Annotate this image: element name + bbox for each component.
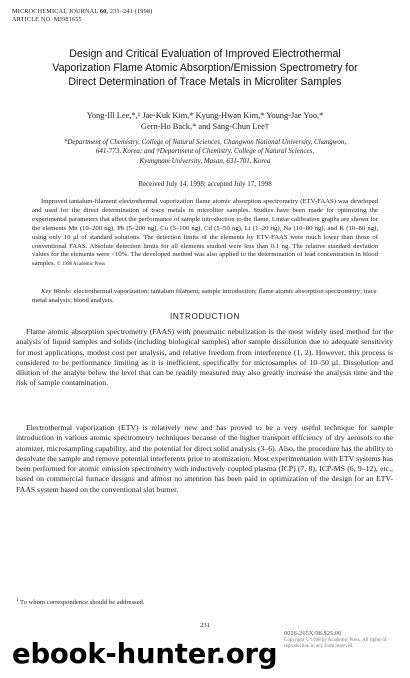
section-heading-introduction: INTRODUCTION <box>170 312 240 321</box>
journal-citation <box>12 8 152 16</box>
author-line-1: Yong-Ill Lee,*,¹ Jae-Kuk Kim,* Kyung-Hwan Kim,* Young-Jae Yoo,* <box>86 111 324 120</box>
copyright-notice: Copyright © 1998 by Academic Press. All rights of reproduction in any form reserved. <box>284 638 387 649</box>
journal-pages-year: 231–241 (1998) <box>109 8 153 15</box>
journal-volume: 60, <box>99 8 109 15</box>
affiliation-line-2: 641-773, Korea; and †Department of Chemistry, College of Natural Sciences, <box>95 147 315 156</box>
affiliations <box>30 138 380 166</box>
footnote <box>16 599 144 607</box>
affiliation-line-3: Kyungnam University, Masan, 631-701, Korea <box>139 156 271 165</box>
paper-title <box>16 47 394 89</box>
title-line-3: Direct Determination of Trace Metals in Microliter Samples <box>68 76 342 88</box>
keywords-text: electrothermal vaporization; tantalum filament; sample introduction; flame atomic absorption spectrometry; trace metal analysis; blood analysis. <box>32 288 377 304</box>
intro-paragraph-1: Flame atomic absorption spectrometry (FAAS) with pneumatic nebulization is the most widely used method for the analysis of liquid samples and solids (including biological samples) after sample dissolution due to adequate sensitivity for most applications, modest cost per analysis, and relative freedom from interference (1, 2). However, this process is considered to be performance limiting as it is inefficient, specifically for microsamples of 10–50 μl. Dissolution and dilution of the analyte below the level that can be readily measured may also greatly increase the analysis time and the risk of sample contamination. <box>16 327 393 388</box>
keywords <box>32 288 378 306</box>
footnote-text: To whom correspondence should be addressed. <box>20 599 145 606</box>
journal-name: MICROCHEMICAL JOURNAL <box>12 8 99 15</box>
page-number: 231 <box>200 622 210 629</box>
site-watermark: ebook-hunter.org <box>12 638 278 670</box>
author-line-2: Gern-Ho Back,* and Sang-Chun Lee† <box>140 122 270 131</box>
title-line-1: Design and Critical Evaluation of Improved Electrothermal <box>69 48 341 60</box>
author-list <box>30 110 380 132</box>
affiliation-line-1: *Department of Chemistry, College of Natural Sciences, Changwon National University, Changwon, <box>63 138 347 146</box>
footnote-mark: 1 <box>16 597 19 603</box>
issn-price: 0026-265X/98 $25.00 <box>284 630 342 637</box>
abstract-text: Improved tantalum-filament electrothermal vaporization flame atomic absorption spectrometry (ETV-FAAS) was developed and used for the direct determination of trace metals in microliter samples. Studies have been made for optimizing the experimental parameters that affect the performance of sample introduction to the flame. Linear calibration graphs are shown for the elements Mn (10–200 ng), Pb (5–200 ng), Cu (5–100 ng), Cd (5–50 ng), Li (1–20 ng), Na (10–80 ng), and K (10–80 ng), using only 10 μl of standard solutions. The detection limits of the elements by ETV-FAAS were much lower than those of conventional FAAS. Absolute detection limits for all elements studied were less than 0.1 ng. The relative standard deviation values for the elements were <10%. The developed method was also applied to the determination of lead concentration in blood samples. <box>32 198 378 268</box>
title-line-2: Vaporization Flame Atomic Absorption/Emission Spectrometry for <box>52 62 358 74</box>
keywords-label: Key Words: <box>41 288 72 295</box>
abstract-copyright: © 1998 Academic Press <box>56 262 105 268</box>
journal-masthead <box>12 8 152 24</box>
received-dates: Received July 14, 1998; accepted July 17, 1998 <box>138 180 272 188</box>
intro-paragraph-2: Electrothermal vaporization (ETV) is relatively new and has proved to be a very useful technique for sample introduction in various atomic spectrometry techniques because of the higher transport efficiency of dry aerosols to the atomizer, microsampling capability, and the potential for direct solid analysis (3–6). Also, the procedure has the ability to desolvate the sample and remove potential interferents prior to atomization. Most experimentation with ETV systems has been performed for atomic emission spectrometry with inductively coupled plasma (ICP) (7, 8), ICP-MS (6, 9–12), etc., based on commercial furnace designs and almost no attention has been paid to optimization of the design for an ETV-FAAS system based on the conventional slot burner. <box>16 423 393 494</box>
abstract <box>32 198 378 270</box>
article-number: ARTICLE NO. MJ981655 <box>12 16 82 23</box>
